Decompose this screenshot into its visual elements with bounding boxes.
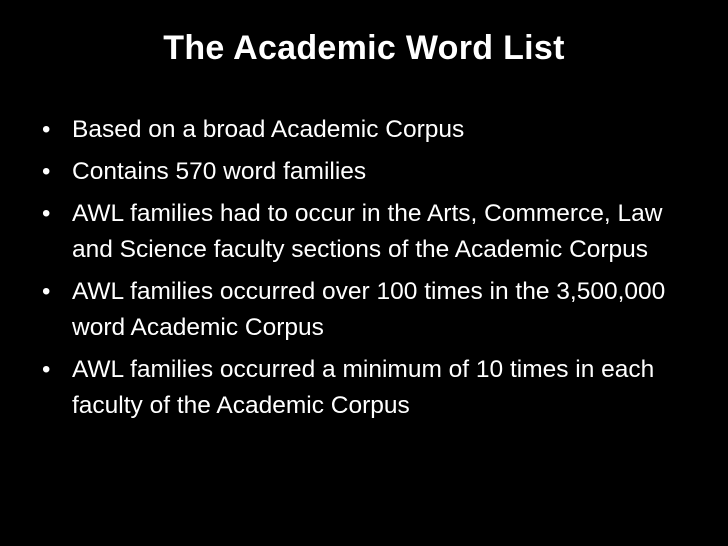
bullet-text: Based on a broad Academic Corpus (72, 116, 465, 143)
bullet-list (42, 112, 702, 430)
bullet-point-icon: • (42, 158, 51, 185)
bullet-point-icon: • (42, 278, 51, 305)
bullet-point-icon: • (42, 116, 51, 143)
bullet-item (42, 352, 702, 424)
bullet-text: AWL families occurred a minimum of 10 times in each faculty of the Academic Corpus (72, 356, 655, 419)
bullet-item (42, 112, 702, 148)
bullet-item (42, 196, 702, 268)
bullet-text: AWL families had to occur in the Arts, Commerce, Law and Science faculty sections of the Academic Corpus (72, 200, 663, 263)
slide-title: The Academic Word List (163, 29, 565, 67)
bullet-point-icon: • (42, 200, 51, 227)
bullet-text: Contains 570 word families (72, 158, 367, 185)
bullet-item (42, 274, 702, 346)
bullet-point-icon: • (42, 356, 51, 383)
bullet-text: AWL families occurred over 100 times in the 3,500,000 word Academic Corpus (72, 278, 666, 341)
bullet-item (42, 154, 702, 190)
